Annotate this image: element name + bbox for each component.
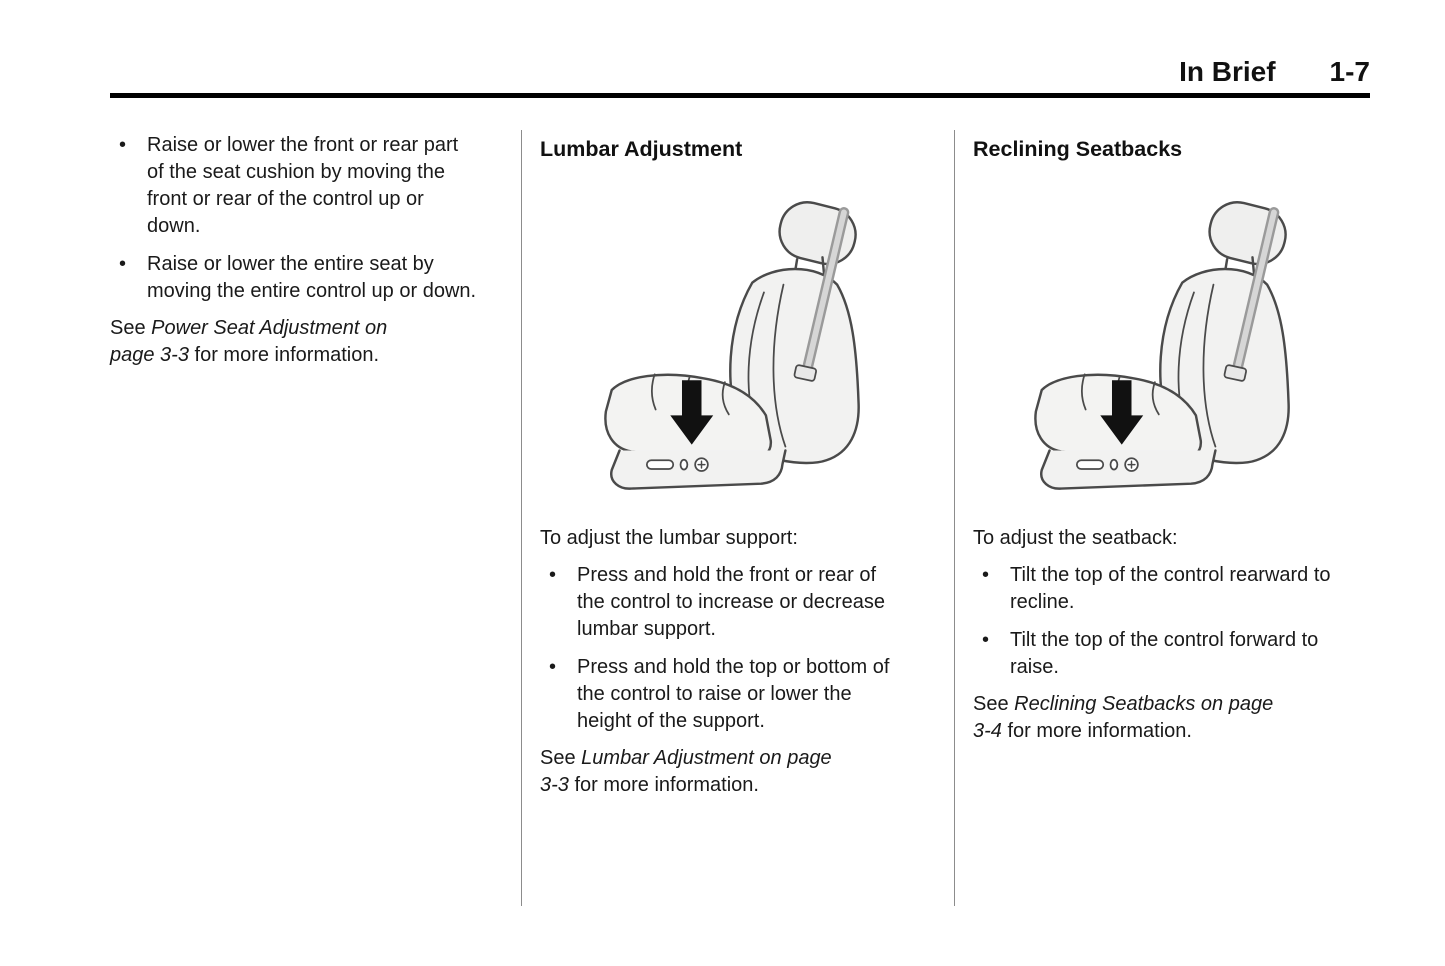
see-prefix: See: [540, 747, 582, 769]
bullet-icon: •: [119, 253, 127, 275]
see-suffix: for more information.: [1001, 720, 1192, 742]
list-item: [540, 654, 944, 735]
list-item: [110, 132, 501, 240]
cross-reference: [110, 315, 430, 369]
bullet-icon: •: [549, 564, 557, 586]
see-suffix: for more information.: [188, 344, 380, 366]
bullet-list: [973, 562, 1370, 681]
seat-illustration: [540, 189, 944, 511]
column-lumbar-adjustment: [522, 130, 954, 906]
content-columns: [110, 130, 1370, 906]
bullet-text: Tilt the top of the control rearward to recline.: [1010, 564, 1331, 613]
section-title: In Brief: [1179, 56, 1276, 87]
list-item: [973, 562, 1370, 616]
see-prefix: See: [110, 317, 152, 339]
intro-text: To adjust the seatback:: [973, 527, 1178, 549]
list-item: [540, 562, 944, 643]
see-reference: Lumbar Adjustment on page 3-3: [540, 747, 832, 796]
bullet-list: [540, 562, 944, 735]
bullet-text: Raise or lower the entire seat by moving the entire control up or down.: [147, 253, 477, 302]
cross-reference: [540, 745, 832, 799]
list-item: [110, 251, 501, 305]
seat-illustration: [973, 189, 1370, 511]
bullet-text: Tilt the top of the control forward to raise.: [1010, 629, 1319, 678]
bullet-icon: •: [549, 656, 557, 678]
page-header: [110, 56, 1370, 88]
intro-text: To adjust the lumbar support:: [540, 527, 798, 549]
column-reclining-seatbacks: [955, 130, 1370, 906]
column-power-seat: [110, 130, 521, 906]
seat-figure-svg: [991, 189, 1352, 511]
page-number: 1-7: [1329, 56, 1370, 87]
seat-figure-svg: [561, 189, 922, 511]
see-suffix: for more information.: [568, 774, 759, 796]
cross-reference: [973, 691, 1275, 745]
column-heading: Lumbar Adjustment: [540, 137, 743, 161]
see-reference: Reclining Seatbacks on page 3-4: [973, 693, 1274, 742]
see-reference: Power Seat Adjustment on page 3-3: [110, 317, 388, 366]
header-rule: [110, 93, 1370, 98]
bullet-icon: •: [982, 564, 990, 586]
see-prefix: See: [973, 693, 1015, 715]
bullet-text: Press and hold the front or rear of the control to increase or decrease lumbar support.: [577, 564, 885, 640]
column-heading: Reclining Seatbacks: [973, 137, 1183, 161]
bullet-text: Raise or lower the front or rear part of the seat cushion by moving the front or rear of the control up or down.: [147, 134, 459, 237]
bullet-text: Press and hold the top or bottom of the control to raise or lower the height of the support.: [577, 656, 890, 732]
bullet-list: [110, 132, 501, 305]
list-item: [973, 627, 1370, 681]
bullet-icon: •: [119, 134, 127, 156]
bullet-icon: •: [982, 629, 990, 651]
